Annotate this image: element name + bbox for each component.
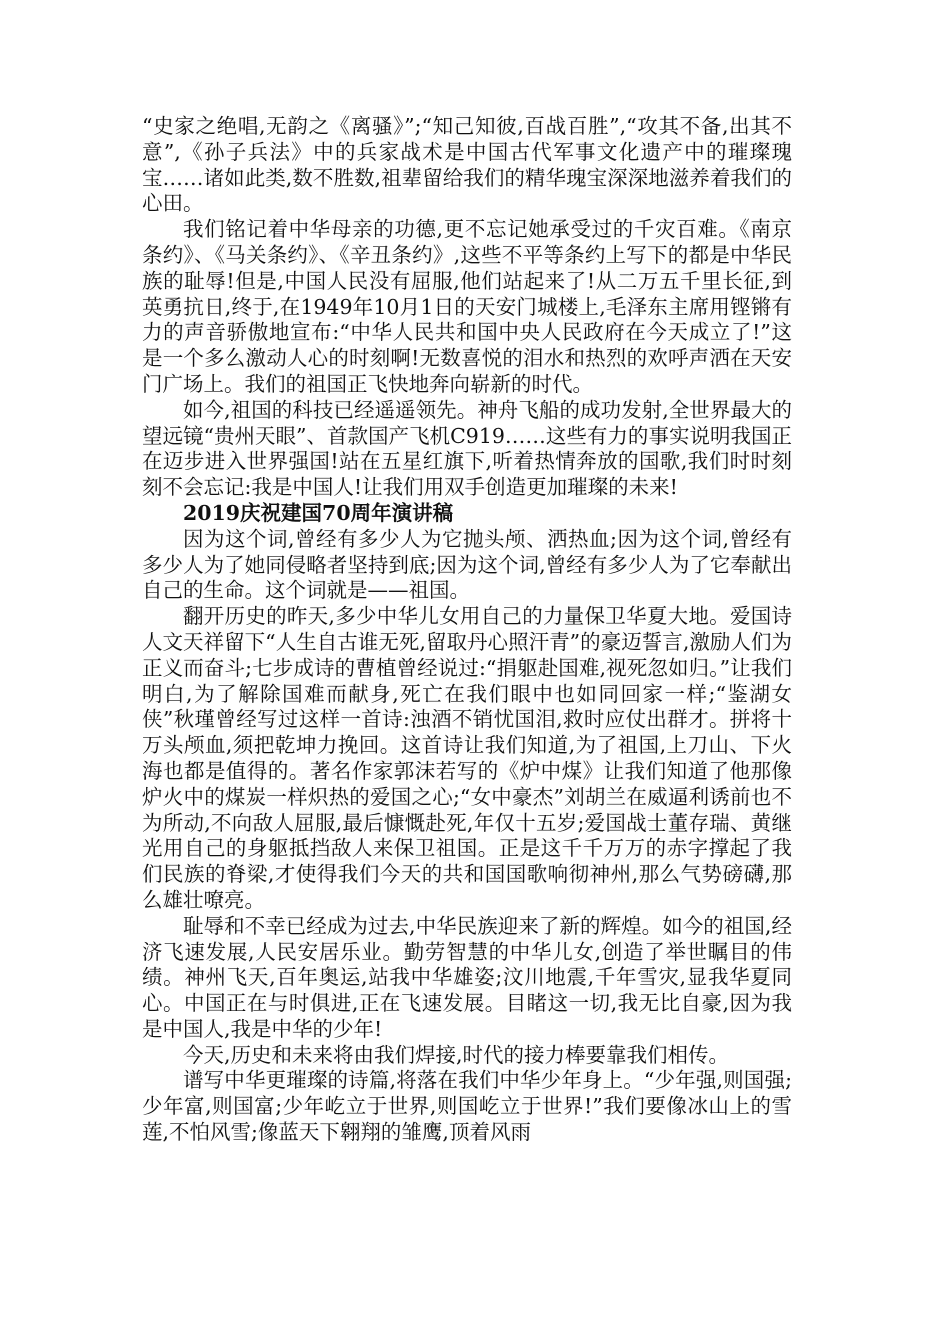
paragraph-technology: 如今,祖国的科技已经遥遥领先。神舟飞船的成功发射,全世界最大的望远镜“贵州天眼”、首款国产飞机C919……这些有力的事实说明我国正在迈步进入世界强国!站在五星红旗下,听着热情奔放的国歌,我们时时刻刻不会忘记:我是中国人!让我们用双手创造更加璀璨的未来! — [142, 397, 792, 500]
paragraph-history: 我们铭记着中华母亲的功德,更不忘记她承受过的千灾百难。《南京条约》、《马关条约》、《辛丑条约》,这些不平等条约上写下的都是中华民族的耻辱!但是,中国人民没有屈服,他们站起来了!从二万五千里长征,到英勇抗日,终于,在1949年10月1日的天安门城楼上,毛泽东主席用铿锵有力的声音骄傲地宣布:“中华人民共和国中央人民政府在今天成立了!”这是一个多么激动人心的时刻啊!无数喜悦的泪水和热烈的欢呼声洒在天安门广场上。我们的祖国正飞快地奔向崭新的时代。 — [142, 217, 792, 396]
paragraph-classics: “史家之绝唱,无韵之《离骚》”;“知己知彼,百战百胜”,“攻其不备,出其不意”,《孙子兵法》中的兵家战术是中国古代军事文化遗产中的璀璨瑰宝……诸如此类,数不胜数,祖辈留给我们的精华瑰宝深深地滋养着我们的心田。 — [142, 114, 792, 216]
paragraph-glory: 耻辱和不幸已经成为过去,中华民族迎来了新的辉煌。如今的祖国,经济飞速发展,人民安居乐业。勤劳智慧的中华儿女,创造了举世瞩目的伟绩。神州飞天,百年奥运,站我中华雄姿;汶川地震,千年雪灾,显我华夏同心。中国正在与时俱进,正在飞速发展。目睹这一切,我无比自豪,因为我是中国人,我是中华的少年! — [142, 913, 792, 1041]
paragraph-motherland-word: 因为这个词,曾经有多少人为它抛头颅、洒热血;因为这个词,曾经有多少人为了她同侵略者坚持到底;因为这个词,曾经有多少人为了它奉献出自己的生命。这个词就是——祖国。 — [142, 526, 792, 603]
paragraph-relay: 今天,历史和未来将由我们焊接,时代的接力棒要靠我们相传。 — [183, 1042, 730, 1067]
paragraph-patriots: 翻开历史的昨天,多少中华儿女用自己的力量保卫华夏大地。爱国诗人文天祥留下“人生自古谁无死,留取丹心照汗青”的豪迈誓言,激励人们为正义而奋斗;七步成诗的曹植曾经说过:“捐躯赴国难,视死忽如归。”让我们明白,为了解除国难而献身,死亡在我们眼中也如同回家一样;“鉴湖女侠”秋瑾曾经写过这样一首诗:浊酒不销忧国泪,救时应仗出群才。拼将十万头颅血,须把乾坤力挽回。这首诗让我们知道,为了祖国,上刀山、下火海也都是值得的。著名作家郭沫若写的《炉中煤》让我们知道了他那像炉火中的煤炭一样炽热的爱国之心;“女中豪杰”刘胡兰在威逼利诱前也不为所动,不向敌人屈服,最后慷慨赴死,年仅十五岁;爱国战士董存瑞、黄继光用自己的身躯抵挡敌人来保卫祖国。正是这千千万万的赤字撑起了我们民族的脊梁,才使得我们今天的共和国国歌响彻神州,那么气势磅礴,那么雄壮嘹亮。 — [142, 604, 792, 912]
speech-heading: 2019庆祝建国70周年演讲稿 — [183, 500, 454, 525]
paragraph-youth: 谱写中华更璀璨的诗篇,将落在我们中华少年身上。“少年强,则国强;少年富,则国富;少年屹立于世界,则国屹立于世界!”我们要像冰山上的雪莲,不怕风雪;像蓝天下翱翔的雏鹰,顶着风雨 — [142, 1068, 792, 1145]
document-page — [142, 114, 792, 1146]
